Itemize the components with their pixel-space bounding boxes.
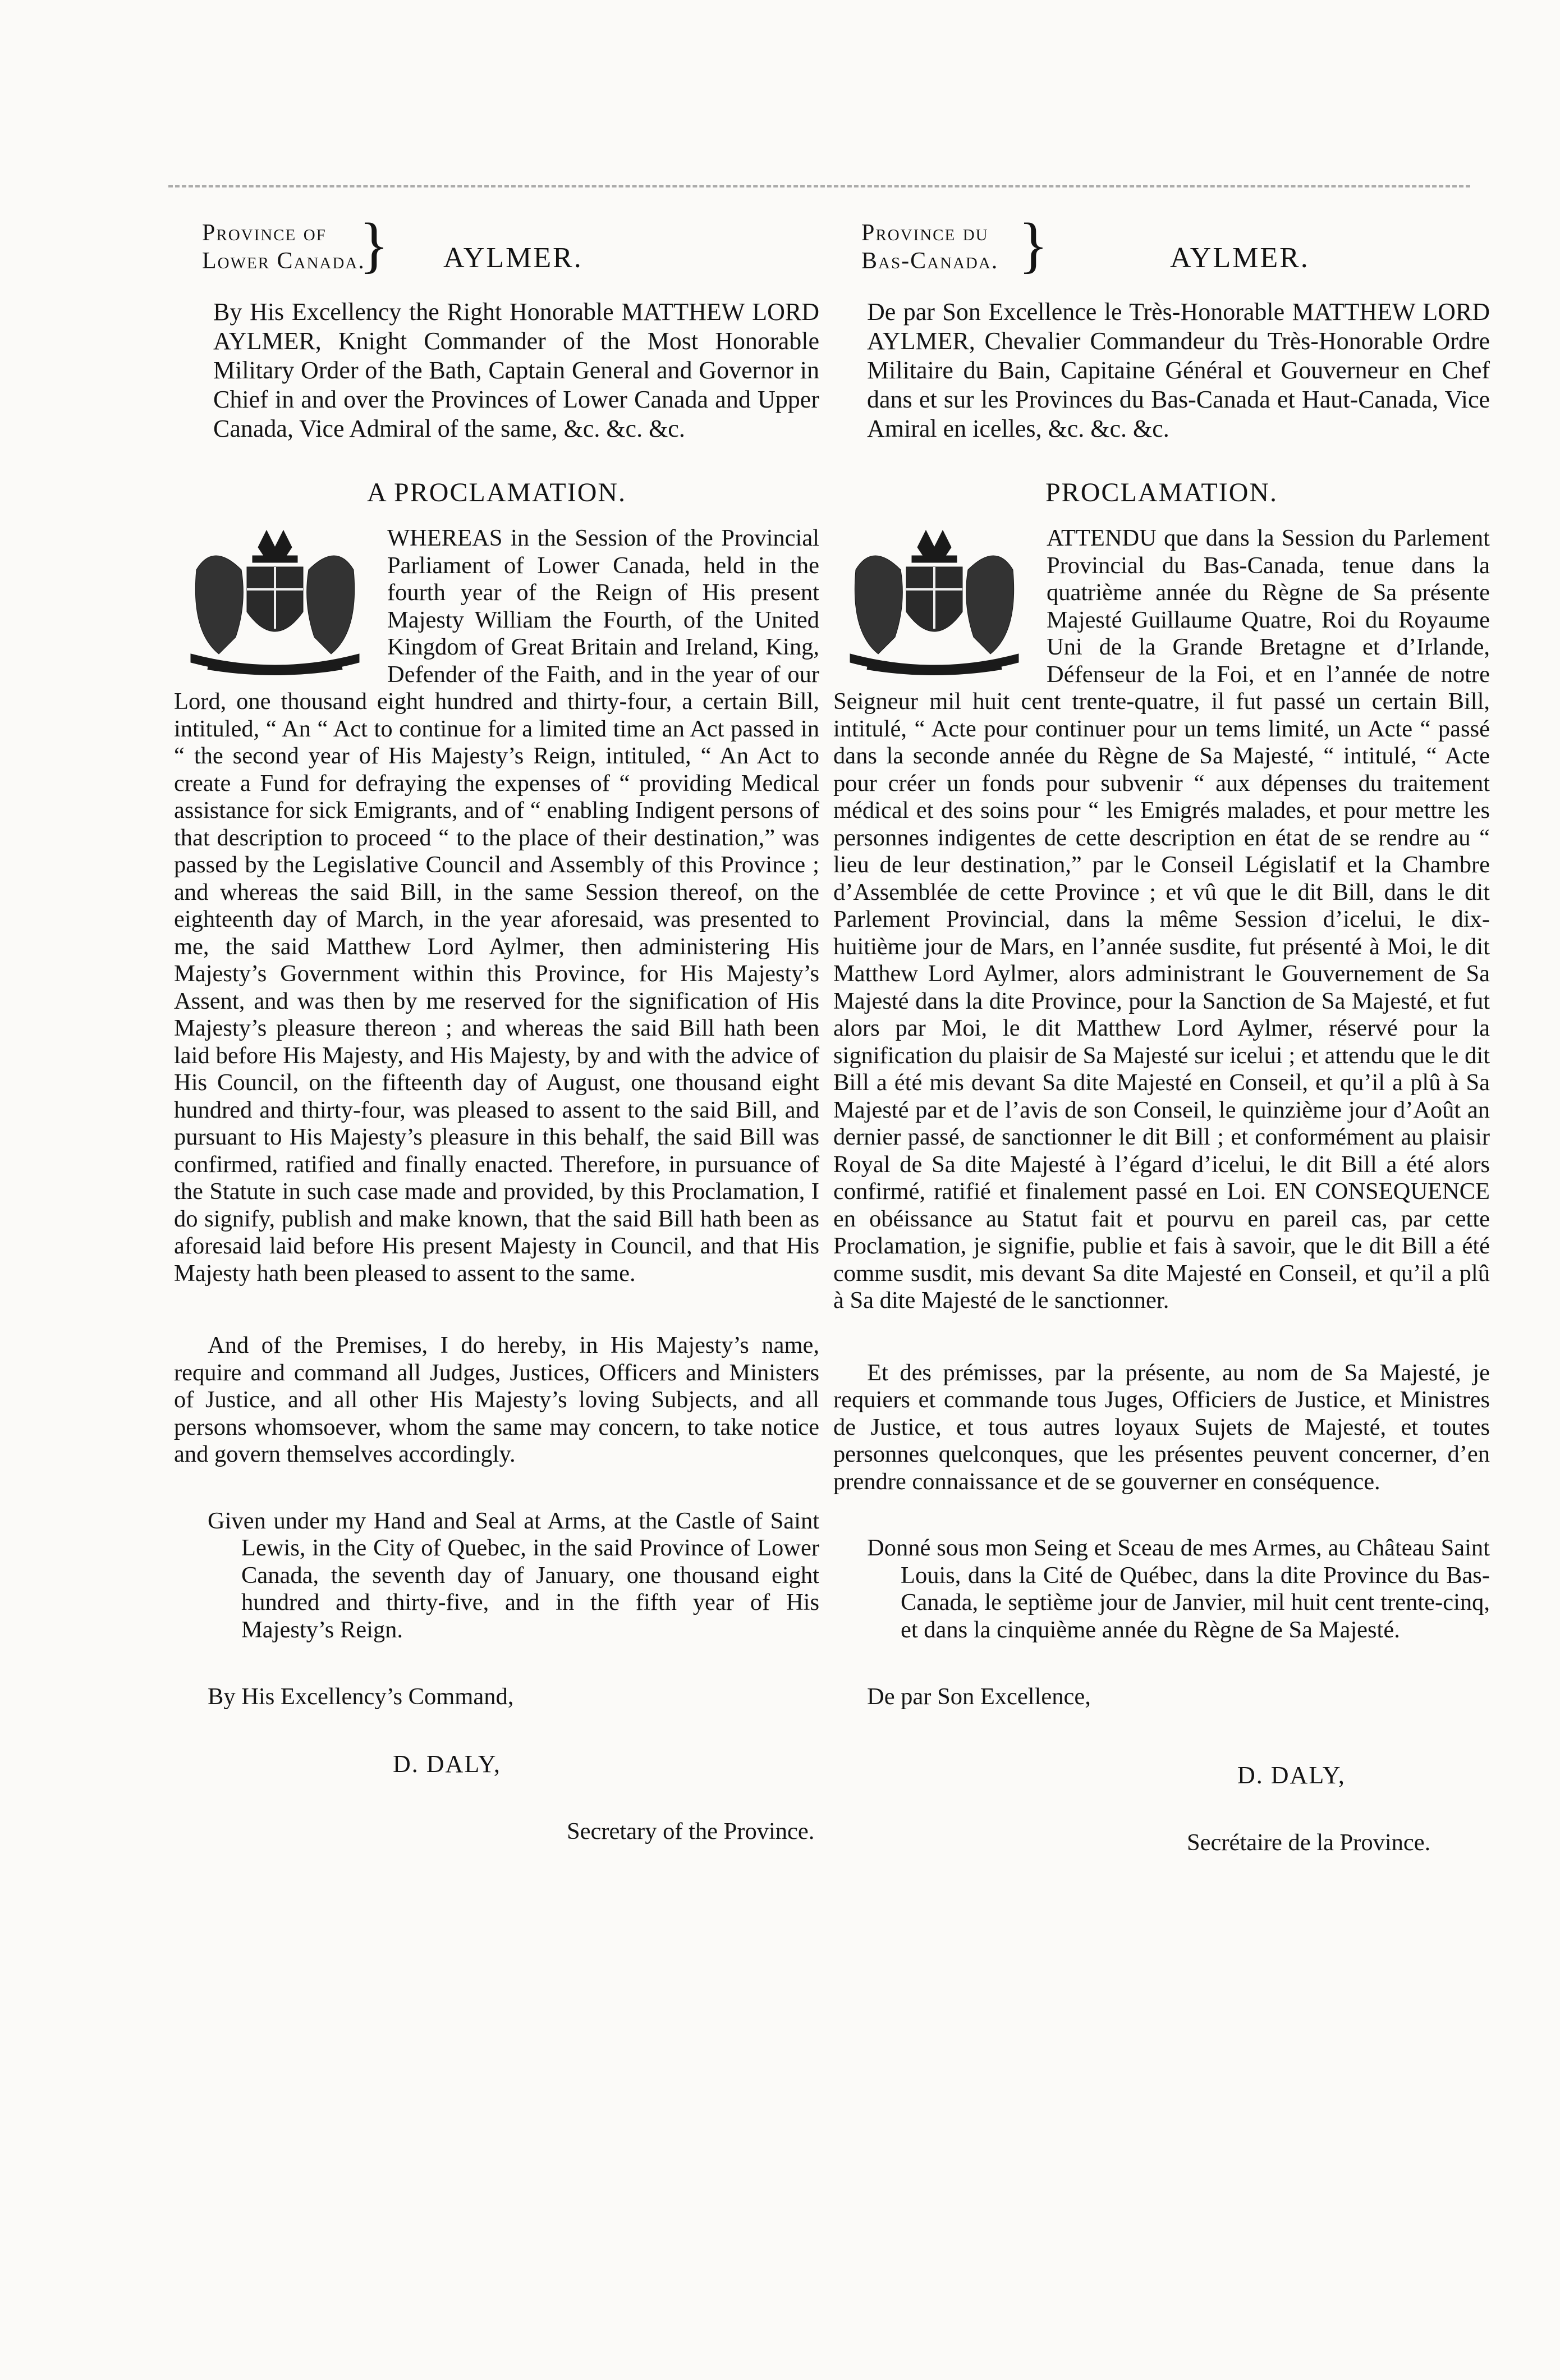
royal-coat-of-arms-icon [833,525,1035,676]
governor-titles: By His Excellency the Right Honorable MATTHEW LORD AYLMER, Knight Commander of the Most Honorable Military Order of the Bath, Captain General and Governor in Chief in and over the Provinces of Lower Canada and Upper Canada, Vice Admiral of the same, &c. &c. &c. [213,298,819,442]
proclamation-body [833,525,1490,1315]
english-column [174,210,819,1845]
governor-titles: De par Son Excellence le Très-Honorable MATTHEW LORD AYLMER, Chevalier Commandeur du Très-Honorable Ordre Militaire du Bain, Capitaine Général et Gouverneur en Chef dans et sur les Provinces du Bas-Canada et Haut-Canada, Vice Amiral en icelles, &c. &c. &c. [867,298,1490,442]
given-under-hand: Donné sous mon Seing et Sceau de mes Armes, au Château Saint Louis, dans la Cité de Québec, dans la dite Province du Bas-Canada, le septième jour de Janvier, mil huit cent trente-cinq, et dans la cinquième année du Règne de Sa Majesté. [867,1535,1490,1643]
province-line-2: Bas-Canada. [861,248,999,274]
proclamation-body-text: ATTENDU que dans la Session du Parlement Provincial du Bas-Canada, tenue dans la quatrième année du Règne de Sa présente Majesté Guillaume Quatre, Roi du Royaume Uni de la Grande Bretagne et d’Irlande, Défenseur de la Foi, et en l’année de notre Seigneur mil huit cent trente-quatre, il fut passé un certain Bill, intitulé, “ Acte pour continuer pour un tems limité, un Acte “ passé dans la seconde année du Règne de Sa Majesté, “ intitulé, “ Acte pour créer un fonds pour subvenir “ aux dépenses du traitement médical et des soins pour “ les Emigrés malades, et pour mettre les personnes indigentes de cette description en état de se rendre au “ lieu de leur destination,” par le Conseil Législatif et la Chambre d’Assemblée de cette Province ; et vû que le dit Bill, dans le dit Parlement Provincial, dans la même Session d’icelui, le dix-huitième jour de Mars, en l’année susdite, fut présenté à Moi, le dit Matthew Lord Aylmer, alors administrant le Gouvernement de Sa Majesté dans la dite Province, pour la Sanction de Sa Majesté, et fut alors par Moi, le dit Matthew Lord Aylmer, réservé pour la signification du plaisir de Sa Majesté sur icelui ; et attendu que le dit Bill a été mis devant Sa dite Majesté en Conseil, et qu’il a plû à Sa Majesté par et de l’avis de son Conseil, le quinzième jour d’Août an dernier passé, de sanctionner le dit Bill ; et conformément au plaisir Royal de Sa dite Majesté à l’égard d’icelui, le dit Bill a été alors confirmé, ratifié et finalement passé en Loi. EN CONSEQUENCE en obéissance au Statut fait et pourvu en pareil cas, par cette Proclamation, je signifie, publie et fais à savoir, que le dit Bill a été comme susdit, mis devant Sa dite Majesté en Conseil, et qu’il a plû à Sa dite Majesté de le sanctionner. [833,525,1490,1313]
header-name: AYLMER. [1170,242,1310,274]
command-line: De par Son Excellence, [867,1683,1091,1710]
province-line-1: Province du [861,220,989,246]
brace-glyph: } [359,210,389,279]
signature: D. DALY, [1237,1761,1346,1789]
proclamation-body-text: WHEREAS in the Session of the Provincial Parliament of Lower Canada, held in the fourth year of the Reign of His present Majesty William the Fourth, of the United Kingdom of Great Britain and Ireland, King, Defender of the Faith, and in the year of our Lord, one thousand eight hundred and thirty-four, a certain Bill, intituled, “ An “ Act to continue for a limited time an Act passed in “ the second year of His Majesty’s Reign, intituled, “ An Act to create a Fund for defraying the expenses of “ providing Medical assistance for sick Emigrants, and of “ enabling Indigent persons of that description to proceed “ to the place of their destination,” was passed by the Legislative Council and Assembly of this Province ; and whereas the said Bill, in the same Session thereof, on the eighteenth day of March, in the year aforesaid, was presented to me, the said Matthew Lord Aylmer, then administering His Majesty’s Government within this Province, for His Majesty’s Assent, and was then by me reserved for the signification of His Majesty’s pleasure thereon ; and whereas the said Bill hath been laid before His Majesty, and His Majesty, by and with the advice of His Council, on the fifteenth day of August, one thousand eight hundred and thirty-four, was pleased to assent to the said Bill, and pursuant to His Majesty’s pleasure in this behalf, the said Bill was confirmed, ratified and finally enacted. Therefore, in pursuance of the Statute in such case made and provided, by this Proclamation, I do signify, publish and make known, that the said Bill hath been as aforesaid laid before His present Majesty in Council, and that His Majesty hath been pleased to assent to the same. [174,525,819,1287]
secretary-title: Secrétaire de la Province. [1187,1829,1431,1856]
header-name: AYLMER. [443,242,583,274]
province-label [861,219,998,275]
given-under-hand: Given under my Hand and Seal at Arms, at the Castle of Saint Lewis, in the City of Quebec, in the said Province of Lower Canada, the seventh day of January, one thousand eight hundred and thirty-five, and in the fifth year of His Majesty’s Reign. [208,1507,819,1643]
command-line: By His Excellency’s Command, [208,1683,514,1710]
premises-paragraph: And of the Premises, I do hereby, in His Majesty’s name, require and command all Judges, Justices, Officers and Ministers of Justice, and all other His Majesty’s loving Subjects, and all persons whomsoever, whom the same may concern, to take notice and govern themselves accordingly. [174,1332,819,1467]
secretary-title: Secretary of the Province. [567,1818,815,1845]
brace-glyph: } [1018,210,1048,279]
proclamation-body [174,525,819,1287]
premises-paragraph: Et des prémisses, par la présente, au nom de Sa Majesté, je requiers et commande tous Juges, Officiers de Justice, et Ministres de Justice, et tous autres loyaux Sujets de Majesté, et toutes personnes quelconques, que les présentes peuvent concerner, d’en prendre connaissance et de se gouverner en conséquence. [833,1359,1490,1495]
royal-coat-of-arms-icon [174,525,376,676]
province-line-1: Province of [202,220,327,246]
province-label [202,219,365,275]
english-header [174,210,819,298]
french-column [833,210,1490,1856]
top-rule [168,185,1470,187]
province-line-2: Lower Canada. [202,248,365,274]
proclamation-title: A PROCLAMATION. [366,478,627,507]
signature: D. DALY, [393,1750,501,1778]
french-header [833,210,1490,298]
proclamation-title: PROCLAMATION. [1045,478,1278,507]
